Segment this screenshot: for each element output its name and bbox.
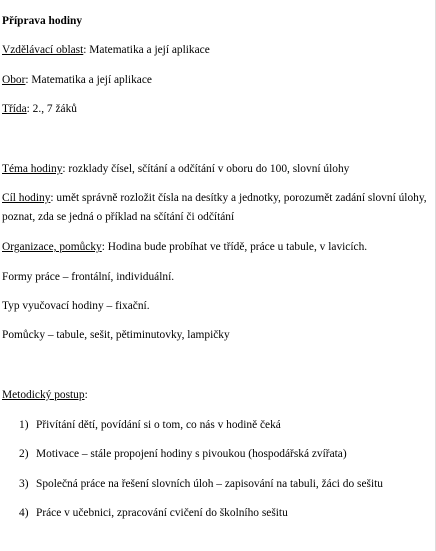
step-number: 4) [19, 507, 29, 519]
field-label: Organizace, pomůcky [2, 241, 102, 253]
field-organizace-pomucky [2, 240, 367, 254]
formy-prace: Formy práce – frontální, individuální. [2, 271, 175, 283]
field-value: : umět správně rozložit čísla na desítky a jednotky, porozumět zadání slovní úlohy, [50, 192, 427, 204]
step-text: Přivítání dětí, povídání si o tom, co nás v hodině čeká [36, 419, 281, 431]
step-number: 1) [19, 419, 29, 431]
field-value: : Matematika a její aplikace [25, 74, 152, 86]
field-tema-hodiny [2, 162, 349, 176]
document-title: Příprava hodiny [2, 15, 83, 27]
field-value: : Hodina bude probíhat ve třídě, práce u tabule, v lavicích. [101, 241, 368, 253]
metodicky-postup-heading [2, 388, 88, 402]
field-label: Třída [2, 103, 27, 115]
field-cil-hodiny [2, 191, 427, 205]
field-cil-hodiny-continued: poznat, zda se jedná o příklad na sčítání či odčítání [2, 211, 235, 223]
step-text: Práce v učebnici, zpracování cvičení do školního sešitu [36, 507, 288, 519]
step-number: 3) [19, 478, 29, 490]
step-text: Motivace – stále propojení hodiny s pivoukou (hospodářská zvířata) [36, 448, 347, 460]
typ-hodiny: Typ vyučovací hodiny – fixační. [2, 300, 150, 312]
field-trida [2, 102, 77, 116]
field-label: Cíl hodiny [2, 192, 51, 204]
field-label: Obor [2, 74, 26, 86]
step-text: Společná práce na řešení slovních úloh – zapisování na tabuli, žáci do sešitu [36, 478, 383, 490]
pomucky: Pomůcky – tabule, sešit, pětiminutovky, lampičky [2, 329, 230, 341]
field-obor [2, 73, 152, 87]
field-label: Téma hodiny [2, 163, 63, 175]
field-value: : Matematika a její aplikace [83, 44, 210, 56]
field-label: Vzdělávací oblast [2, 44, 84, 56]
section-colon: : [84, 389, 88, 401]
field-value: : 2., 7 žáků [26, 103, 77, 115]
step-number: 2) [19, 448, 29, 460]
section-label: Metodický postup [2, 389, 85, 401]
field-vzdelavaci-oblast [2, 43, 210, 57]
field-value: : rozklady čísel, sčítání a odčítání v oboru do 100, slovní úlohy [62, 163, 350, 175]
